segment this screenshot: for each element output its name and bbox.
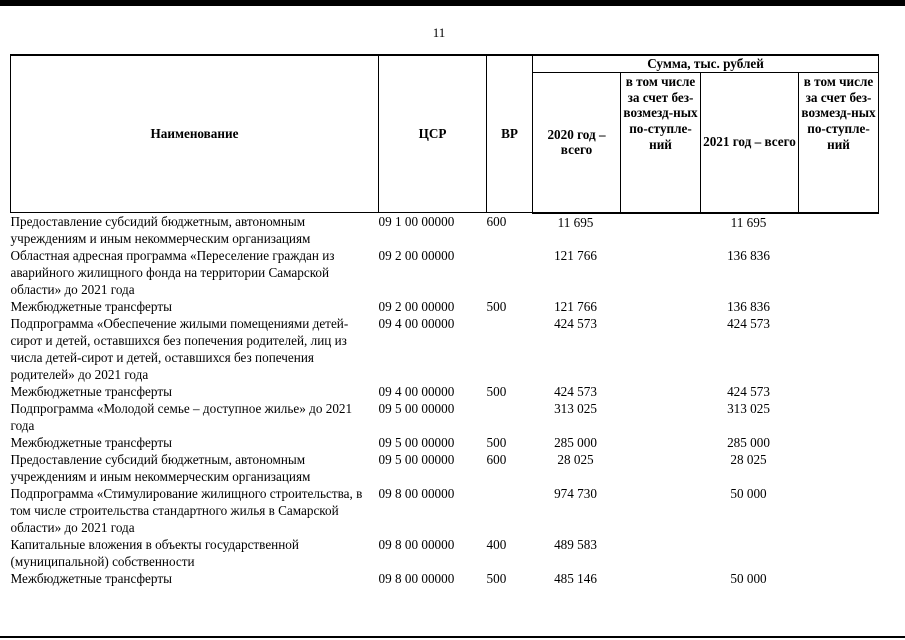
table-row (11, 570, 879, 587)
header-2020-total: 2020 год – всего (533, 72, 621, 213)
row-2021-total: 313 025 (727, 401, 770, 417)
row-2020-free (621, 298, 701, 315)
table-row (11, 383, 879, 400)
row-2020-total: 11 695 (557, 214, 594, 230)
header-2021-total: 2021 год – всего (701, 72, 799, 213)
row-2020-free (621, 434, 701, 451)
row-name: Межбюджетные трансферты (10, 571, 172, 587)
row-csr: 09 5 00 00000 (378, 452, 455, 468)
budget-table (10, 54, 879, 587)
header-name: Наименование (11, 55, 379, 213)
row-2020-total: 313 025 (554, 401, 597, 417)
row-csr: 09 5 00 00000 (378, 435, 455, 451)
row-2021-total: 50 000 (730, 571, 767, 587)
row-2020-total: 424 573 (554, 384, 597, 400)
row-name: Межбюджетные трансферты (10, 384, 172, 400)
row-name: Подпрограмма «Молодой семье – доступное жилье» до 2021 года (10, 401, 353, 434)
header-2021-free: в том числе за счет без-возмезд-ных по-ступле-ний (799, 72, 879, 213)
row-2021-free (799, 434, 879, 451)
row-2020-total: 485 146 (554, 571, 597, 587)
row-2021-free (799, 570, 879, 587)
row-vr (487, 315, 533, 383)
row-2021-total: 285 000 (727, 435, 770, 451)
row-2020-free (621, 315, 701, 383)
table-row (11, 451, 879, 485)
row-2021-free (799, 485, 879, 536)
row-2021-free (799, 213, 879, 248)
row-csr: 09 4 00 00000 (378, 384, 455, 400)
row-name: Предоставление субсидий бюджетным, автономным учреждениям и иным некоммерческим организациям (10, 214, 311, 247)
row-csr: 09 2 00 00000 (378, 299, 455, 315)
row-csr: 09 5 00 00000 (378, 401, 455, 417)
row-2020-free (621, 247, 701, 298)
table-row (11, 434, 879, 451)
row-2020-total: 489 583 (554, 537, 597, 553)
bottom-edge-line (0, 636, 905, 638)
row-vr: 500 (486, 435, 507, 451)
row-vr: 500 (486, 384, 507, 400)
header-sum-group: Сумма, тыс. рублей (533, 55, 879, 72)
row-2020-free (621, 485, 701, 536)
row-2020-free (621, 451, 701, 485)
row-csr: 09 8 00 00000 (378, 537, 455, 553)
table-row (11, 247, 879, 298)
row-2021-total: 11 695 (730, 214, 767, 230)
row-name: Межбюджетные трансферты (10, 299, 172, 315)
row-2020-free (621, 383, 701, 400)
row-2021-free (799, 383, 879, 400)
row-vr (487, 485, 533, 536)
row-2020-total: 121 766 (554, 248, 597, 264)
row-name: Подпрограмма «Стимулирование жилищного строительства, в том числе строительства стандартного жилья в Самарской области» до 2021 года (10, 486, 363, 536)
row-csr: 09 4 00 00000 (378, 316, 455, 332)
row-vr (487, 400, 533, 434)
row-csr: 09 1 00 00000 (378, 214, 455, 230)
row-2021-free (799, 400, 879, 434)
row-name: Капитальные вложения в объекты государственной (муниципальной) собственности (10, 537, 299, 570)
row-2021-total: 424 573 (727, 384, 770, 400)
row-2021-total: 424 573 (727, 316, 770, 332)
table-row (11, 536, 879, 570)
row-name: Областная адресная программа «Переселение граждан из аварийного жилищного фонда на территории Самарской области» до 2021 года (10, 248, 335, 298)
row-name: Межбюджетные трансферты (10, 435, 172, 451)
row-2021-free (799, 298, 879, 315)
row-2021-total: 50 000 (730, 486, 767, 502)
row-vr: 400 (486, 537, 507, 553)
row-2020-total: 121 766 (554, 299, 597, 315)
row-2020-total: 424 573 (554, 316, 597, 332)
row-vr: 500 (486, 571, 507, 587)
row-name: Предоставление субсидий бюджетным, автономным учреждениям и иным некоммерческим организациям (10, 452, 311, 485)
row-csr: 09 8 00 00000 (378, 571, 455, 587)
row-2021-total: 28 025 (730, 452, 767, 468)
header-vr: ВР (487, 55, 533, 213)
row-vr: 600 (486, 214, 507, 230)
table-row (11, 213, 879, 248)
table-row (11, 485, 879, 536)
row-vr (487, 247, 533, 298)
row-csr: 09 2 00 00000 (378, 248, 455, 264)
table-row (11, 298, 879, 315)
row-2021-free (799, 315, 879, 383)
row-2021-free (799, 247, 879, 298)
row-csr: 09 8 00 00000 (378, 486, 455, 502)
row-2020-total: 285 000 (554, 435, 597, 451)
table-row (11, 400, 879, 434)
row-vr: 500 (486, 299, 507, 315)
row-name: Подпрограмма «Обеспечение жилыми помещениями детей-сирот и детей, оставшихся без попечения родителей, лиц из числа детей-сирот и детей, оставшихся без попечения родителей» до 2021 года (10, 316, 349, 383)
top-edge-bar (0, 0, 905, 6)
row-2020-free (621, 570, 701, 587)
header-2020-free: в том числе за счет без-возмезд-ных по-ступле-ний (621, 72, 701, 213)
row-2020-total: 974 730 (554, 486, 597, 502)
header-csr: ЦСР (379, 55, 487, 213)
row-2021-total: 136 836 (727, 248, 770, 264)
row-vr: 600 (486, 452, 507, 468)
page-number: 11 (432, 25, 446, 40)
table-row (11, 315, 879, 383)
row-2020-free (621, 400, 701, 434)
row-2020-total: 28 025 (557, 452, 594, 468)
row-2021-total (701, 536, 799, 570)
row-2020-free (621, 213, 701, 248)
row-2021-free (799, 536, 879, 570)
row-2021-free (799, 451, 879, 485)
row-2020-free (621, 536, 701, 570)
row-2021-total: 136 836 (727, 299, 770, 315)
